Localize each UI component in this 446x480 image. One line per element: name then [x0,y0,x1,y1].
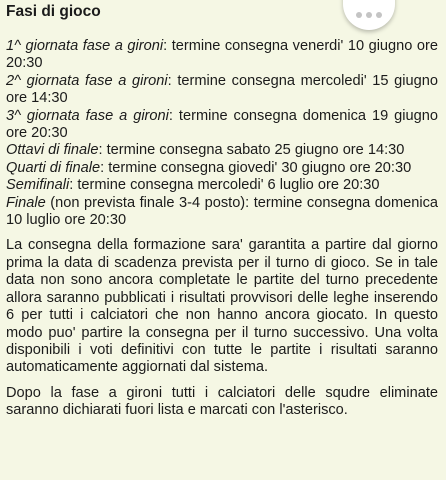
content-area [6,2,438,420]
phase-detail: : termine consegna mercoledi' 15 giugno ore 14:30 [6,72,438,107]
phase-item [6,142,438,159]
rules-paragraph: Dopo la fase a gironi tutti i calciatori delle squdre eliminate saranno dichiarati fuori lista e marcati con l'asterisco. [6,384,438,419]
phase-item [6,177,438,194]
phase-name: 2^ giornata fase a gironi [6,72,168,89]
phase-detail: : termine consegna sabato 25 giugno ore 14:30 [98,142,405,159]
phase-item [6,195,438,230]
phase-item [6,160,438,177]
phase-item [6,73,438,108]
phase-detail: : termine consegna mercoledi' 6 luglio ore 20:30 [69,177,380,194]
page-title: Fasi di gioco [6,3,101,20]
phase-list [6,38,438,229]
phase-name: Finale [6,194,46,211]
phase-name: Semifinali [6,177,70,194]
phase-detail: : termine consegna domenica 19 giugno ore 20:30 [6,107,438,142]
phase-detail: (non prevista finale 3-4 posto): termine consegna domenica 10 luglio ore 20:30 [6,194,438,229]
rules-paragraph: La consegna della formazione sara' garantita a partire dal giorno prima la data di scadenza prevista per il turno di gioco. Se in tale data non sono ancora completate le partite del turno precedente allora saranno pubblicati i risultati provvisori delle leghe inserendo 6 per tutti i calciatori che non hanno ancora giocato. In questo modo puo' partire la consegna per il turno successivo. Una volta disponibili i voti definitivi con tutte le partite i risultati saranno automaticamente aggiornati dal sistema. [6,237,438,376]
phase-name: Ottavi di finale [6,142,99,159]
phase-item [6,108,438,143]
phase-name: Quarti di finale [6,159,101,176]
phase-detail: : termine consegna venerdi' 10 giugno ore 20:30 [6,38,438,72]
phase-name: 3^ giornata fase a gironi [6,107,169,124]
phase-name: 1^ giornata fase a gironi [6,38,164,54]
more-dots-icon [356,12,382,18]
phase-detail: : termine consegna giovedi' 30 giugno ore 20:30 [100,159,412,176]
phase-item [6,38,438,73]
